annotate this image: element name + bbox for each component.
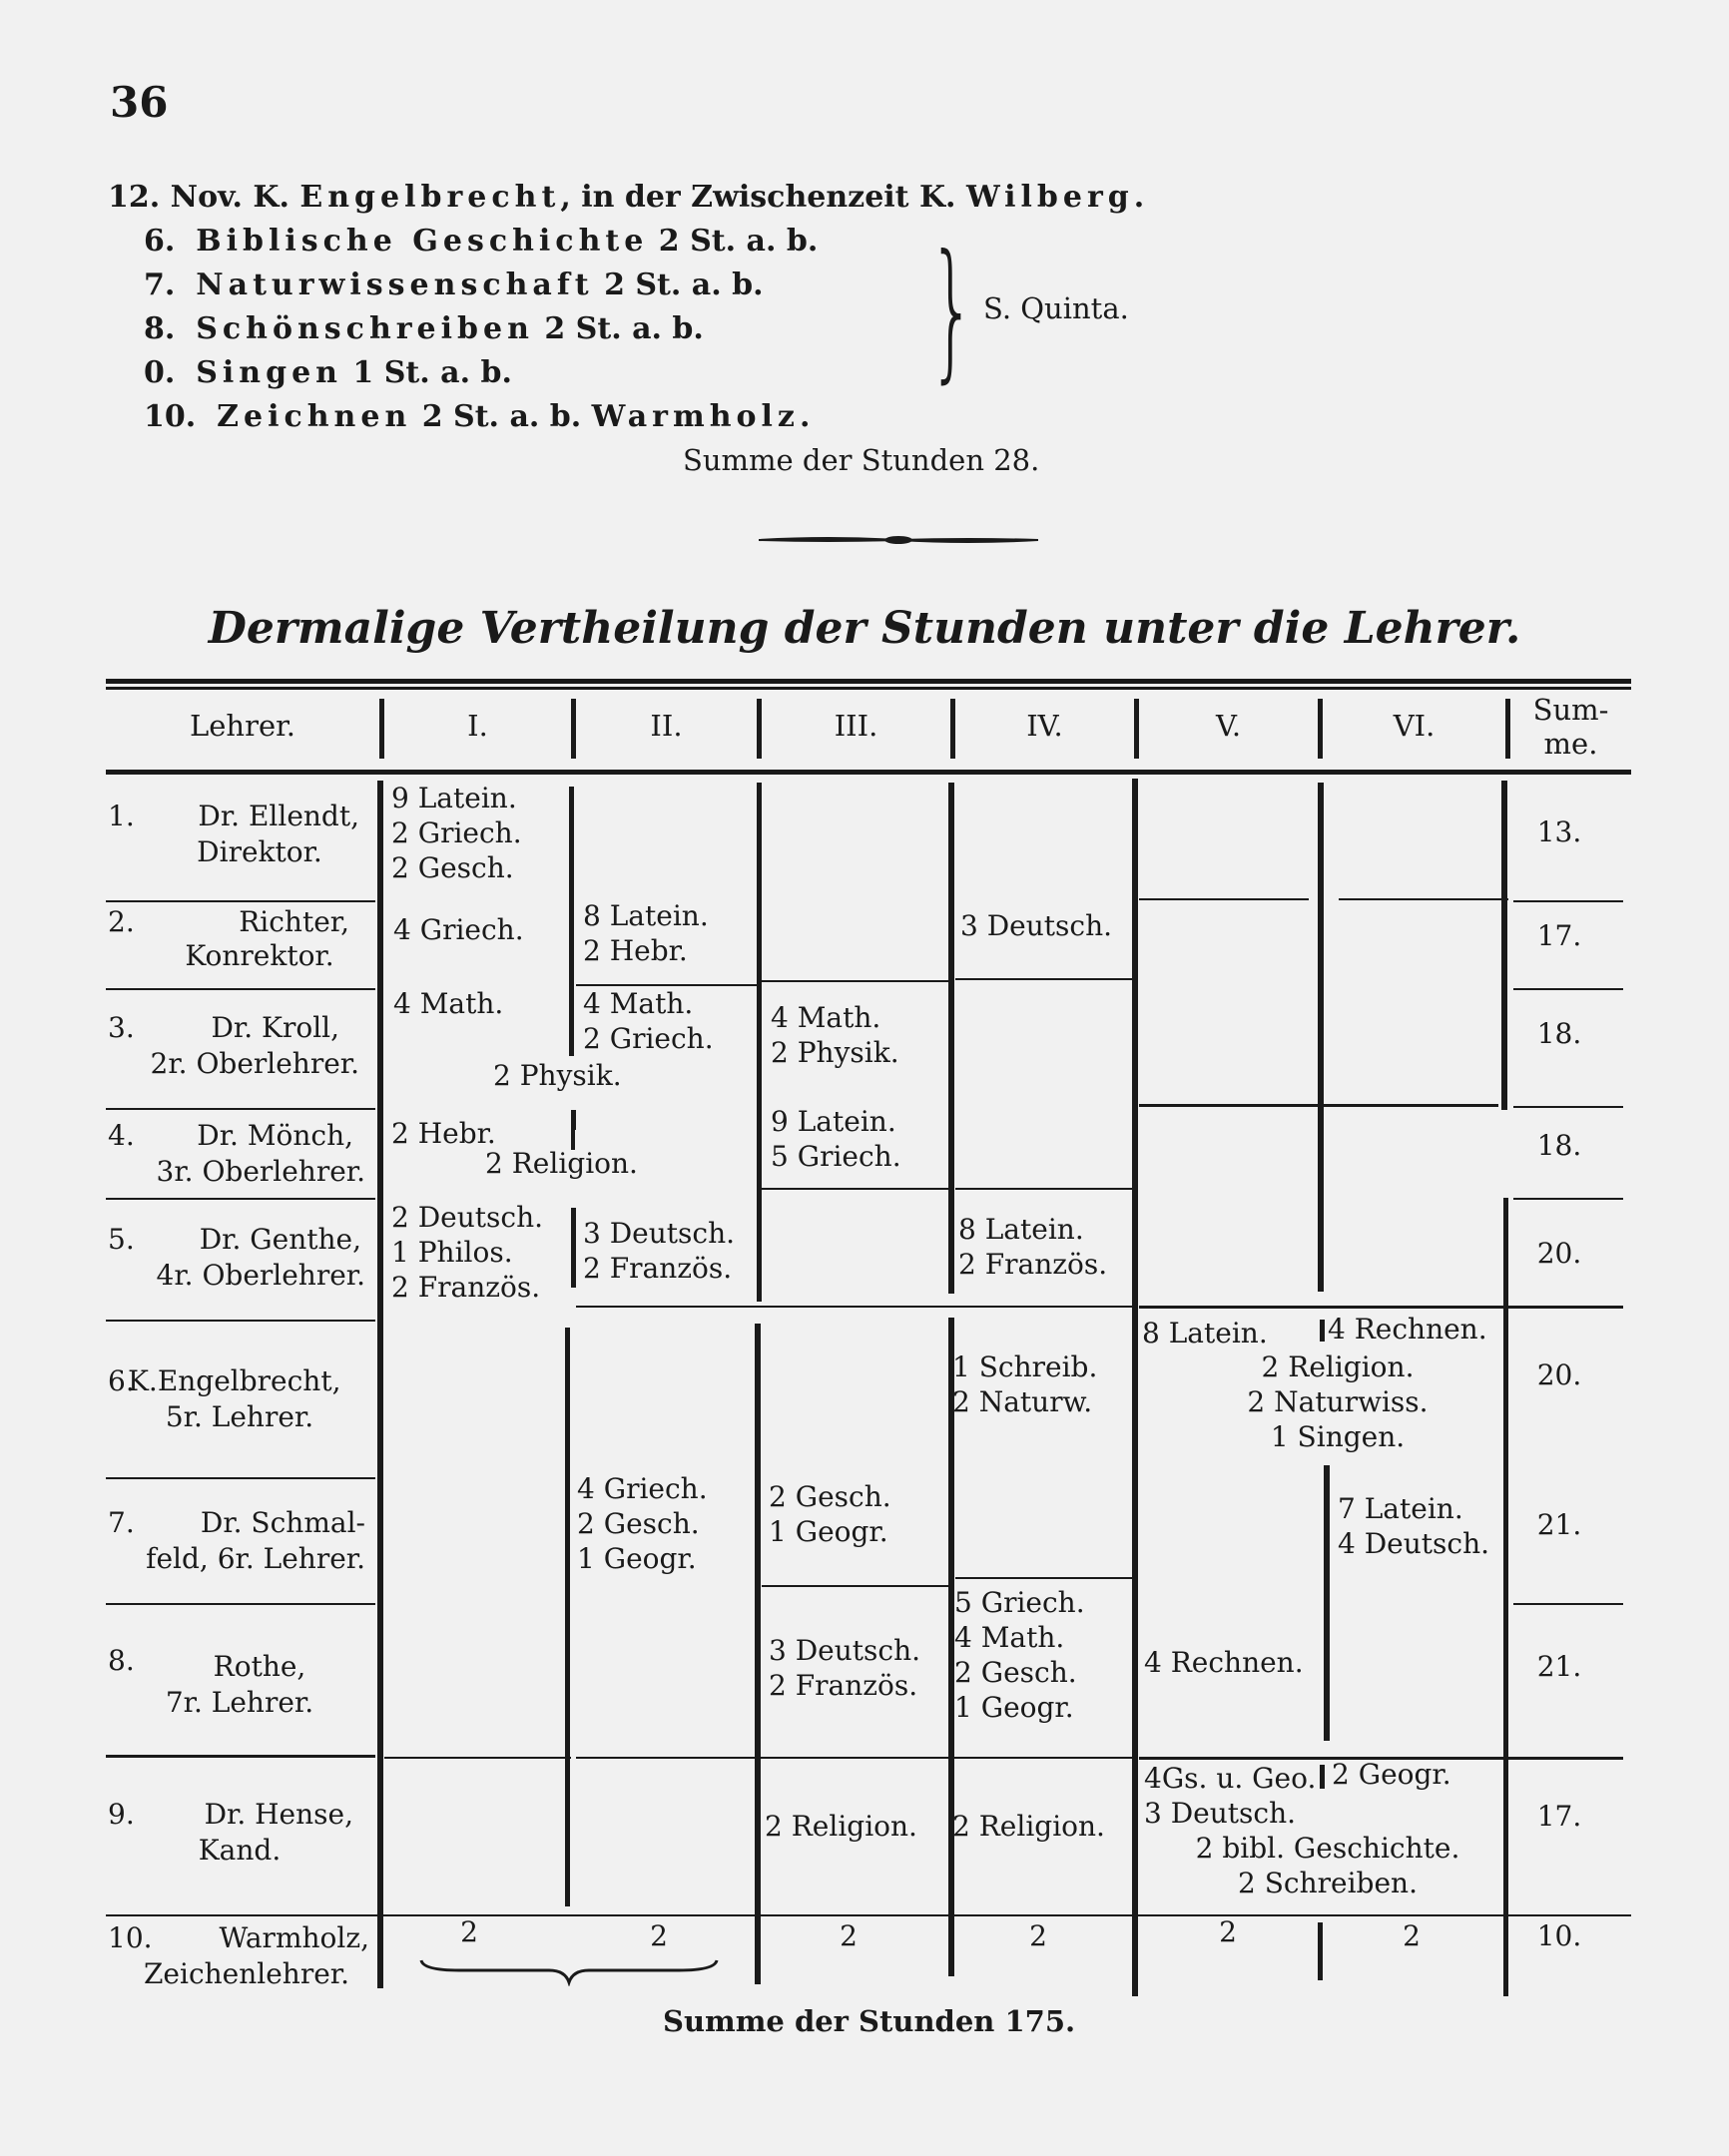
teacher-title: Konrektor.	[185, 939, 334, 972]
subject-name: Singen	[196, 355, 342, 390]
teacher-title: Zeichenlehrer.	[143, 1957, 349, 1990]
row-rule	[955, 978, 1134, 980]
assignment-line: 4Gs. u. Geo.	[1144, 1762, 1317, 1795]
assignment-cell: 2 Geogr.	[1332, 1758, 1451, 1791]
assignment-line: 9 Latein.	[391, 782, 517, 814]
assignment-cell: 2	[460, 1915, 478, 1948]
brace-note: S. Quinta.	[983, 291, 1129, 325]
row-rule	[106, 1477, 375, 1479]
teacher-name: Dr. Genthe,	[199, 1223, 361, 1256]
subject-hours: 2 St. a. b.	[533, 311, 704, 346]
assignment-cell: 3 Deutsch.	[960, 909, 1113, 942]
teacher-name: Dr. Mönch,	[197, 1119, 353, 1152]
assignment-cell: 2	[840, 1919, 858, 1952]
assignment-line: 2 Religion.	[1261, 1350, 1415, 1383]
teacher-name: Wilberg	[965, 180, 1134, 215]
column-bar	[571, 1110, 575, 1150]
assignment-line: 2 Französ.	[958, 1248, 1108, 1281]
row-rule	[1513, 1603, 1623, 1605]
row-rule	[576, 1757, 1135, 1759]
subject-name: Naturwissenschaft	[196, 268, 594, 302]
row-rule	[1139, 898, 1309, 900]
assignment-line: 2 Französ.	[769, 1669, 918, 1702]
assignment-cell	[1338, 1491, 1489, 1561]
teacher-num: 2.	[108, 905, 135, 938]
row-sum: 21.	[1536, 1508, 1582, 1541]
assignment-line: 3 Deutsch.	[1144, 1797, 1297, 1830]
subject-hours: 2 St. a. b.	[593, 268, 764, 302]
assignment-cell	[583, 898, 709, 968]
row-rule	[1513, 1198, 1623, 1200]
row-rule	[384, 1757, 571, 1759]
assignment-cell: 2 Religion.	[485, 1147, 638, 1180]
assignment-cell	[771, 1104, 901, 1174]
teacher-title: Kand.	[198, 1834, 282, 1867]
assignment-cell	[577, 1471, 708, 1576]
header-bottom-rule	[106, 770, 1631, 775]
column-bar	[1324, 1465, 1330, 1741]
assignment-line: 2 Gesch.	[391, 851, 514, 884]
row-rule	[106, 900, 375, 902]
header-summe	[1510, 693, 1631, 761]
assignment-cell: 2	[1029, 1919, 1047, 1952]
assignment-cell: 4 Math.	[393, 987, 504, 1020]
assignment-line: 4 Math.	[954, 1621, 1065, 1654]
assignment-line: 1 Schreib.	[952, 1350, 1098, 1383]
row-sum: 17.	[1536, 1800, 1582, 1833]
row-rule	[106, 1603, 375, 1605]
page-number: 36	[110, 78, 169, 127]
assignment-line: 4 Math.	[583, 987, 694, 1020]
header-class-II: II.	[650, 709, 683, 743]
sum-hours-bottom: Summe der Stunden 175.	[663, 2004, 1076, 2038]
row-rule	[1513, 1106, 1623, 1108]
row-rule	[106, 1108, 375, 1110]
assignment-line: 8 Latein.	[583, 899, 709, 932]
row-sum: 10.	[1536, 1919, 1582, 1952]
column-bar	[1501, 781, 1507, 1110]
teacher-name: Richter,	[239, 905, 349, 938]
assignment-cell	[1144, 1761, 1316, 1831]
assignment-line: 2 Hebr.	[583, 934, 688, 967]
assignment-cell: 2	[1403, 1919, 1421, 1952]
teacher-name: Dr. Ellendt,	[198, 800, 359, 832]
assignment-cell: 2	[650, 1919, 668, 1952]
assignment-cell	[769, 1479, 891, 1549]
assignment-line: 9 Latein.	[771, 1105, 896, 1138]
assignment-line: 2 Gesch.	[954, 1656, 1077, 1689]
assignment-line: 1 Philos.	[391, 1236, 513, 1269]
assignment-line: 2 Französ.	[583, 1252, 733, 1285]
row-sum: 18.	[1536, 1017, 1582, 1050]
row-sum: 17.	[1536, 919, 1582, 952]
subject-name: Biblische Geschichte	[196, 224, 649, 259]
assignment-cell	[952, 1349, 1097, 1419]
column-bar	[1132, 779, 1138, 1996]
teacher-num: 10.	[108, 1921, 153, 1954]
teacher-num: 8.	[108, 1644, 135, 1677]
subject-name: Zeichnen	[217, 399, 412, 434]
assignment-line: 1 Singen.	[1270, 1420, 1406, 1453]
row-sum: 20.	[1536, 1358, 1582, 1391]
teacher-title: 7r. Lehrer.	[165, 1686, 314, 1719]
subject-hours: 2 St. a. b.	[411, 399, 592, 434]
row-rule	[106, 1755, 375, 1758]
class-list-text: .	[799, 399, 811, 434]
assignment-cell	[391, 1200, 543, 1305]
column-bar	[757, 783, 762, 1302]
header-lehrer: Lehrer.	[189, 709, 296, 743]
assignment-line: 2 Gesch.	[769, 1480, 891, 1513]
teacher-title: 5r. Lehrer.	[165, 1400, 314, 1433]
row-rule	[955, 1188, 1134, 1190]
assignment-cell	[771, 1000, 899, 1070]
assignment-cell: 2	[1219, 1915, 1237, 1948]
teacher-name: Engelbrecht	[299, 180, 561, 215]
row-sum: 20.	[1536, 1237, 1582, 1270]
assignment-line: 2 Deutsch.	[391, 1201, 544, 1234]
teacher-num: 4.	[108, 1119, 135, 1152]
assignment-line: 2 Griech.	[583, 1022, 714, 1055]
row-rule	[576, 1306, 1135, 1308]
subject-hours: 2 St. a. b.	[648, 224, 819, 259]
assignment-cell	[391, 781, 522, 885]
under-brace-icon	[419, 1956, 719, 1986]
row-sum: 13.	[1536, 815, 1582, 848]
class-list-num: 0.	[144, 355, 176, 390]
assignment-line: 2 Physik.	[771, 1036, 899, 1069]
table-top-rule	[106, 679, 1631, 684]
assignment-line: 2 Französ.	[391, 1271, 541, 1304]
assignment-line: 4 Griech.	[577, 1472, 708, 1505]
assignment-cell	[958, 1212, 1107, 1282]
curly-brace-icon: }	[928, 224, 976, 397]
assignment-cell-shared	[1158, 1349, 1517, 1454]
assignment-line: 7 Latein.	[1338, 1492, 1463, 1525]
row-rule	[762, 980, 950, 982]
row-sum: 21.	[1536, 1650, 1582, 1683]
assignment-line: 3 Deutsch.	[769, 1634, 921, 1667]
header-class-V: V.	[1215, 709, 1242, 743]
page-title: Dermalige Vertheilung der Stunden unter die Lehrer.	[208, 603, 1521, 654]
header-class-IV: IV.	[1026, 709, 1063, 743]
assignment-line: 2 Naturwiss.	[1247, 1385, 1429, 1418]
assignment-line: 3 Deutsch.	[583, 1217, 736, 1250]
assignment-cell: 2 Physik.	[493, 1059, 622, 1092]
assignment-line: 1 Geogr.	[769, 1515, 888, 1548]
teacher-title: 3r. Oberlehrer.	[156, 1155, 365, 1188]
teacher-title: Direktor.	[197, 835, 322, 868]
column-bar	[1318, 783, 1324, 1292]
row-rule	[106, 1198, 375, 1200]
assignment-cell	[769, 1633, 920, 1703]
teacher-num: 1.	[108, 800, 135, 832]
row-rule	[1139, 1306, 1623, 1309]
assignment-line: 2 Schreiben.	[1238, 1867, 1418, 1899]
column-bar	[569, 787, 574, 1056]
class-list-num: 6.	[144, 224, 176, 259]
column-bar	[948, 783, 954, 1294]
column-bar	[1320, 1765, 1325, 1789]
column-bar	[377, 781, 383, 1988]
row-rule	[762, 1188, 950, 1190]
table-top-rule-thin	[106, 687, 1631, 690]
assignment-cell: 4 Griech.	[393, 913, 524, 946]
class-list-num: 8.	[144, 311, 176, 346]
row-sum: 18.	[1536, 1129, 1582, 1162]
assignment-line: 2 bibl. Geschichte.	[1195, 1832, 1460, 1865]
teacher-title: feld, 6r. Lehrer.	[146, 1542, 365, 1575]
class-list-text: .	[1133, 180, 1145, 215]
assignment-line: 2 Griech.	[391, 816, 522, 849]
header-class-VI: VI.	[1393, 709, 1436, 743]
column-bar	[1318, 1922, 1323, 1980]
class-list-num: 10.	[144, 399, 197, 434]
teacher-num: 9.	[108, 1798, 135, 1831]
column-bar	[565, 1328, 570, 1906]
column-bar	[1320, 1320, 1325, 1342]
class-list-num: 12.	[108, 180, 161, 215]
assignment-cell	[583, 1216, 735, 1286]
assignment-line: 1 Geogr.	[577, 1542, 697, 1575]
row-rule	[1513, 988, 1623, 990]
column-bar	[571, 1208, 576, 1288]
assignment-cell: 4 Rechnen.	[1328, 1313, 1487, 1346]
subject-hours: 1 St. a. b.	[341, 355, 512, 390]
teacher-title: 2r. Oberlehrer.	[150, 1047, 359, 1080]
column-bar	[755, 1324, 761, 1984]
class-list-text: , in der Zwischenzeit K.	[560, 180, 966, 215]
assignment-cell: 2 Hebr.	[391, 1117, 496, 1150]
teacher-name: Dr. Kroll,	[211, 1011, 339, 1044]
assignment-line: 4 Math.	[771, 1001, 881, 1034]
teacher-num: 7.	[108, 1506, 135, 1539]
teacher-name: Warmholz	[591, 399, 800, 434]
assignment-line: 5 Griech.	[954, 1586, 1085, 1619]
assignment-line: 2 Naturw.	[952, 1385, 1093, 1418]
assignment-line: 5 Griech.	[771, 1140, 901, 1173]
assignment-line: 1 Geogr.	[954, 1691, 1074, 1724]
teacher-name: Dr. Schmal-	[200, 1506, 365, 1539]
teacher-name: Rothe,	[213, 1650, 306, 1683]
row-rule	[106, 988, 375, 990]
assignment-cell: 8 Latein.	[1142, 1317, 1268, 1349]
header-summe-line: Sum-	[1532, 693, 1609, 727]
assignment-cell: 4 Rechnen.	[1144, 1646, 1304, 1679]
teacher-name: K.Engelbrecht,	[128, 1364, 341, 1397]
subject-name: Schönschreiben	[196, 311, 534, 346]
assignment-cell: 2 Religion.	[952, 1810, 1105, 1843]
header-class-I: I.	[467, 709, 488, 743]
assignment-line: 2 Gesch.	[577, 1507, 700, 1540]
teacher-num: 6.	[108, 1364, 135, 1397]
header-summe-line: me.	[1543, 727, 1598, 761]
class-list-num: 7.	[144, 268, 176, 302]
assignment-cell	[954, 1585, 1085, 1725]
teacher-num: 5.	[108, 1223, 135, 1256]
assignment-cell-shared	[1138, 1831, 1517, 1900]
assignment-line: 4 Deutsch.	[1338, 1527, 1490, 1560]
row-rule	[106, 1320, 375, 1322]
row-rule	[762, 1585, 950, 1587]
sum-hours-top: Summe der Stunden 28.	[683, 443, 1040, 477]
teacher-title: 4r. Oberlehrer.	[156, 1259, 365, 1292]
class-list-text: Nov. K.	[170, 180, 300, 215]
assignment-cell	[583, 986, 714, 1056]
row-rule	[1339, 898, 1508, 900]
teacher-num: 3.	[108, 1011, 135, 1044]
teacher-name: Dr. Hense,	[204, 1798, 353, 1831]
row-rule	[955, 1577, 1134, 1579]
header-class-III: III.	[834, 709, 878, 743]
row-rule	[1513, 900, 1623, 902]
assignment-cell: 2 Religion.	[765, 1810, 917, 1843]
assignment-line: 8 Latein.	[958, 1213, 1084, 1246]
teacher-name: Warmholz,	[219, 1921, 369, 1954]
